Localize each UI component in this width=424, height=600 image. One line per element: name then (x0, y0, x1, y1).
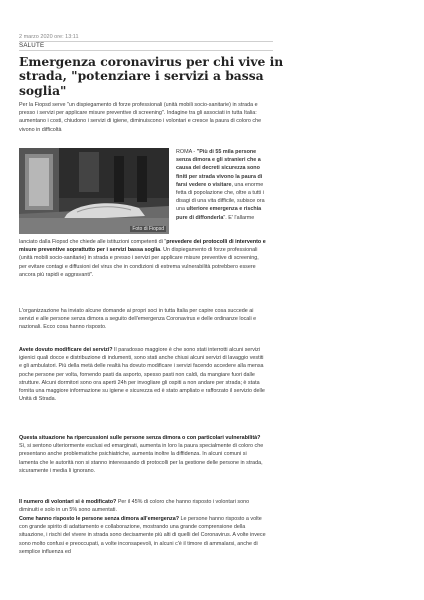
question-4: Come hanno risposto le persone senza dimora all'emergenza? (19, 516, 180, 522)
question-3: Il numero di volontari si è modificato? (19, 499, 117, 505)
qa-block-3 (19, 498, 267, 514)
qa-block-2 (19, 434, 267, 475)
answer-2: Sì, si sentono ulteriormente esclusi ed emarginati, aumenta in loro la paura specialmente di coloro che presentano anche problematiche psichiatriche, aumenta inoltre la diffidenza. In alcuni comuni si lamenta che le autorità non si stanno interessando di protocolli per la gestione delle persone in strada, sicuramente i media li ignorano. (19, 443, 264, 474)
paragraph-1-text-b: . Un dispiegamento di forze professionali (unità mobili socio-sanitarie) in strada e presso i servizi per applicare misure preventive di screening, per evitare contagi e diffusioni del virus che in condizioni di estrema vulnerabilità potrebbero essere ancora più rapidi e aggravanti". (19, 247, 259, 278)
photo-caption: Foto di Fiopsd (132, 226, 164, 232)
paragraph-2: L'organizzazione ha inviato alcune domande ai propri soci in tutta Italia per capire cosa succede ai servizi e alle persone senza dimora a seguito dell'emergenza Coronavirus e delle ordinanze locali e nazionali. Ecco cosa hanno risposto. (19, 308, 257, 331)
paragraph-1-text-a: lanciato dalla Fiopsd che chiede alle istituzioni competenti di " (19, 239, 167, 245)
lead-bold-2: ulteriore emergenza e rischia pure di diffonderla (176, 206, 262, 221)
question-2: Questa situazione ha ripercussioni sulle persone senza dimora o con particolari vulnerabilità? (19, 435, 261, 441)
article-intro: Per la Fiopsd serve "un dispiegamento di forze professionali (unità mobili socio-sanitarie) in strada e presso i servizi per applicare misure preventive di screening". Indagine tra gli associati in tutta Italia: aumentano i costi, chiudono i servizi di igiene, diminuiscono i volontari e cresce la paura di coloro che vivono in difficoltà (19, 102, 262, 133)
lead-bold-1: "Più di 55 mila persone senza dimora e gli stranieri che a causa dei decreti sicurezza sono finiti per strada vivono la paura di farsi vedere o visitare (176, 149, 263, 188)
top-divider (19, 41, 273, 42)
qa-block-4 (19, 515, 267, 556)
article-date: 2 marzo 2020 ore: 13:11 (19, 34, 79, 40)
lead-city: ROMA - (176, 149, 197, 155)
article-title: Emergenza coronavirus per chi vive in strada, "potenziare i servizi a bassa soglia" (19, 54, 284, 98)
article-photo[interactable] (19, 148, 169, 234)
photo-illustration (19, 148, 169, 234)
lead-side-text (176, 148, 272, 222)
question-1: Avete dovuto modificare dei servizi? (19, 347, 113, 353)
answer-1: Il paradosso maggiore è che sono stati interrotti alcuni servizi igienici quali docce e distribuzione di indumenti, sono stati anche chiusi alcuni servizi di lavaggio vestiti e gli ambulatori. Più della metà delle realtà ha dovuto modificare i servizi facendo accedere alla mensa poche persone per volta, fornendo pasti da asporto, spesso pasti non caldi, da mangiare fuori dalle strutture. Alcuni dormitori sono ora aperti 24h per invogliare gli ospiti a non andare per strada; è stata fornita una maggiore informazione su igiene e sicurezza ed è stato ampliato e rafforzato il servizio delle Unità di Strada. (19, 347, 265, 403)
qa-block-1 (19, 346, 267, 403)
lead-text-1: , una enorme fetta di popolazione che, oltre a tutti i disagi di una vita difficile, subisce ora una (176, 181, 265, 213)
answer-3: Per il 45% di coloro che hanno risposto i volontari sono diminuiti e solo in un 5% sono aumentati. (19, 499, 250, 514)
category-divider (19, 50, 273, 51)
category-label[interactable]: SALUTE (19, 42, 45, 49)
paragraph-1-bold: prevedere dei protocolli di intervento e misure preventive soprattutto per i servizi bassa soglia (19, 239, 266, 254)
paragraph-1 (19, 238, 267, 279)
lead-text-2: ". E' l'allarme (223, 214, 255, 221)
answer-4: Le persone hanno risposto a volte con grande spirito di adattamento e collaborazione, mostrando una grande comprensione della situazione, i rischi del vivere in strada sono decisamente più alti di quelli del Coronavirus. A volte invece sono molto confusi e preoccupati, a volte inconsapevoli, in alcuni c'è il timore di ammalarsi, anche di semplice influenza ed (19, 516, 266, 555)
